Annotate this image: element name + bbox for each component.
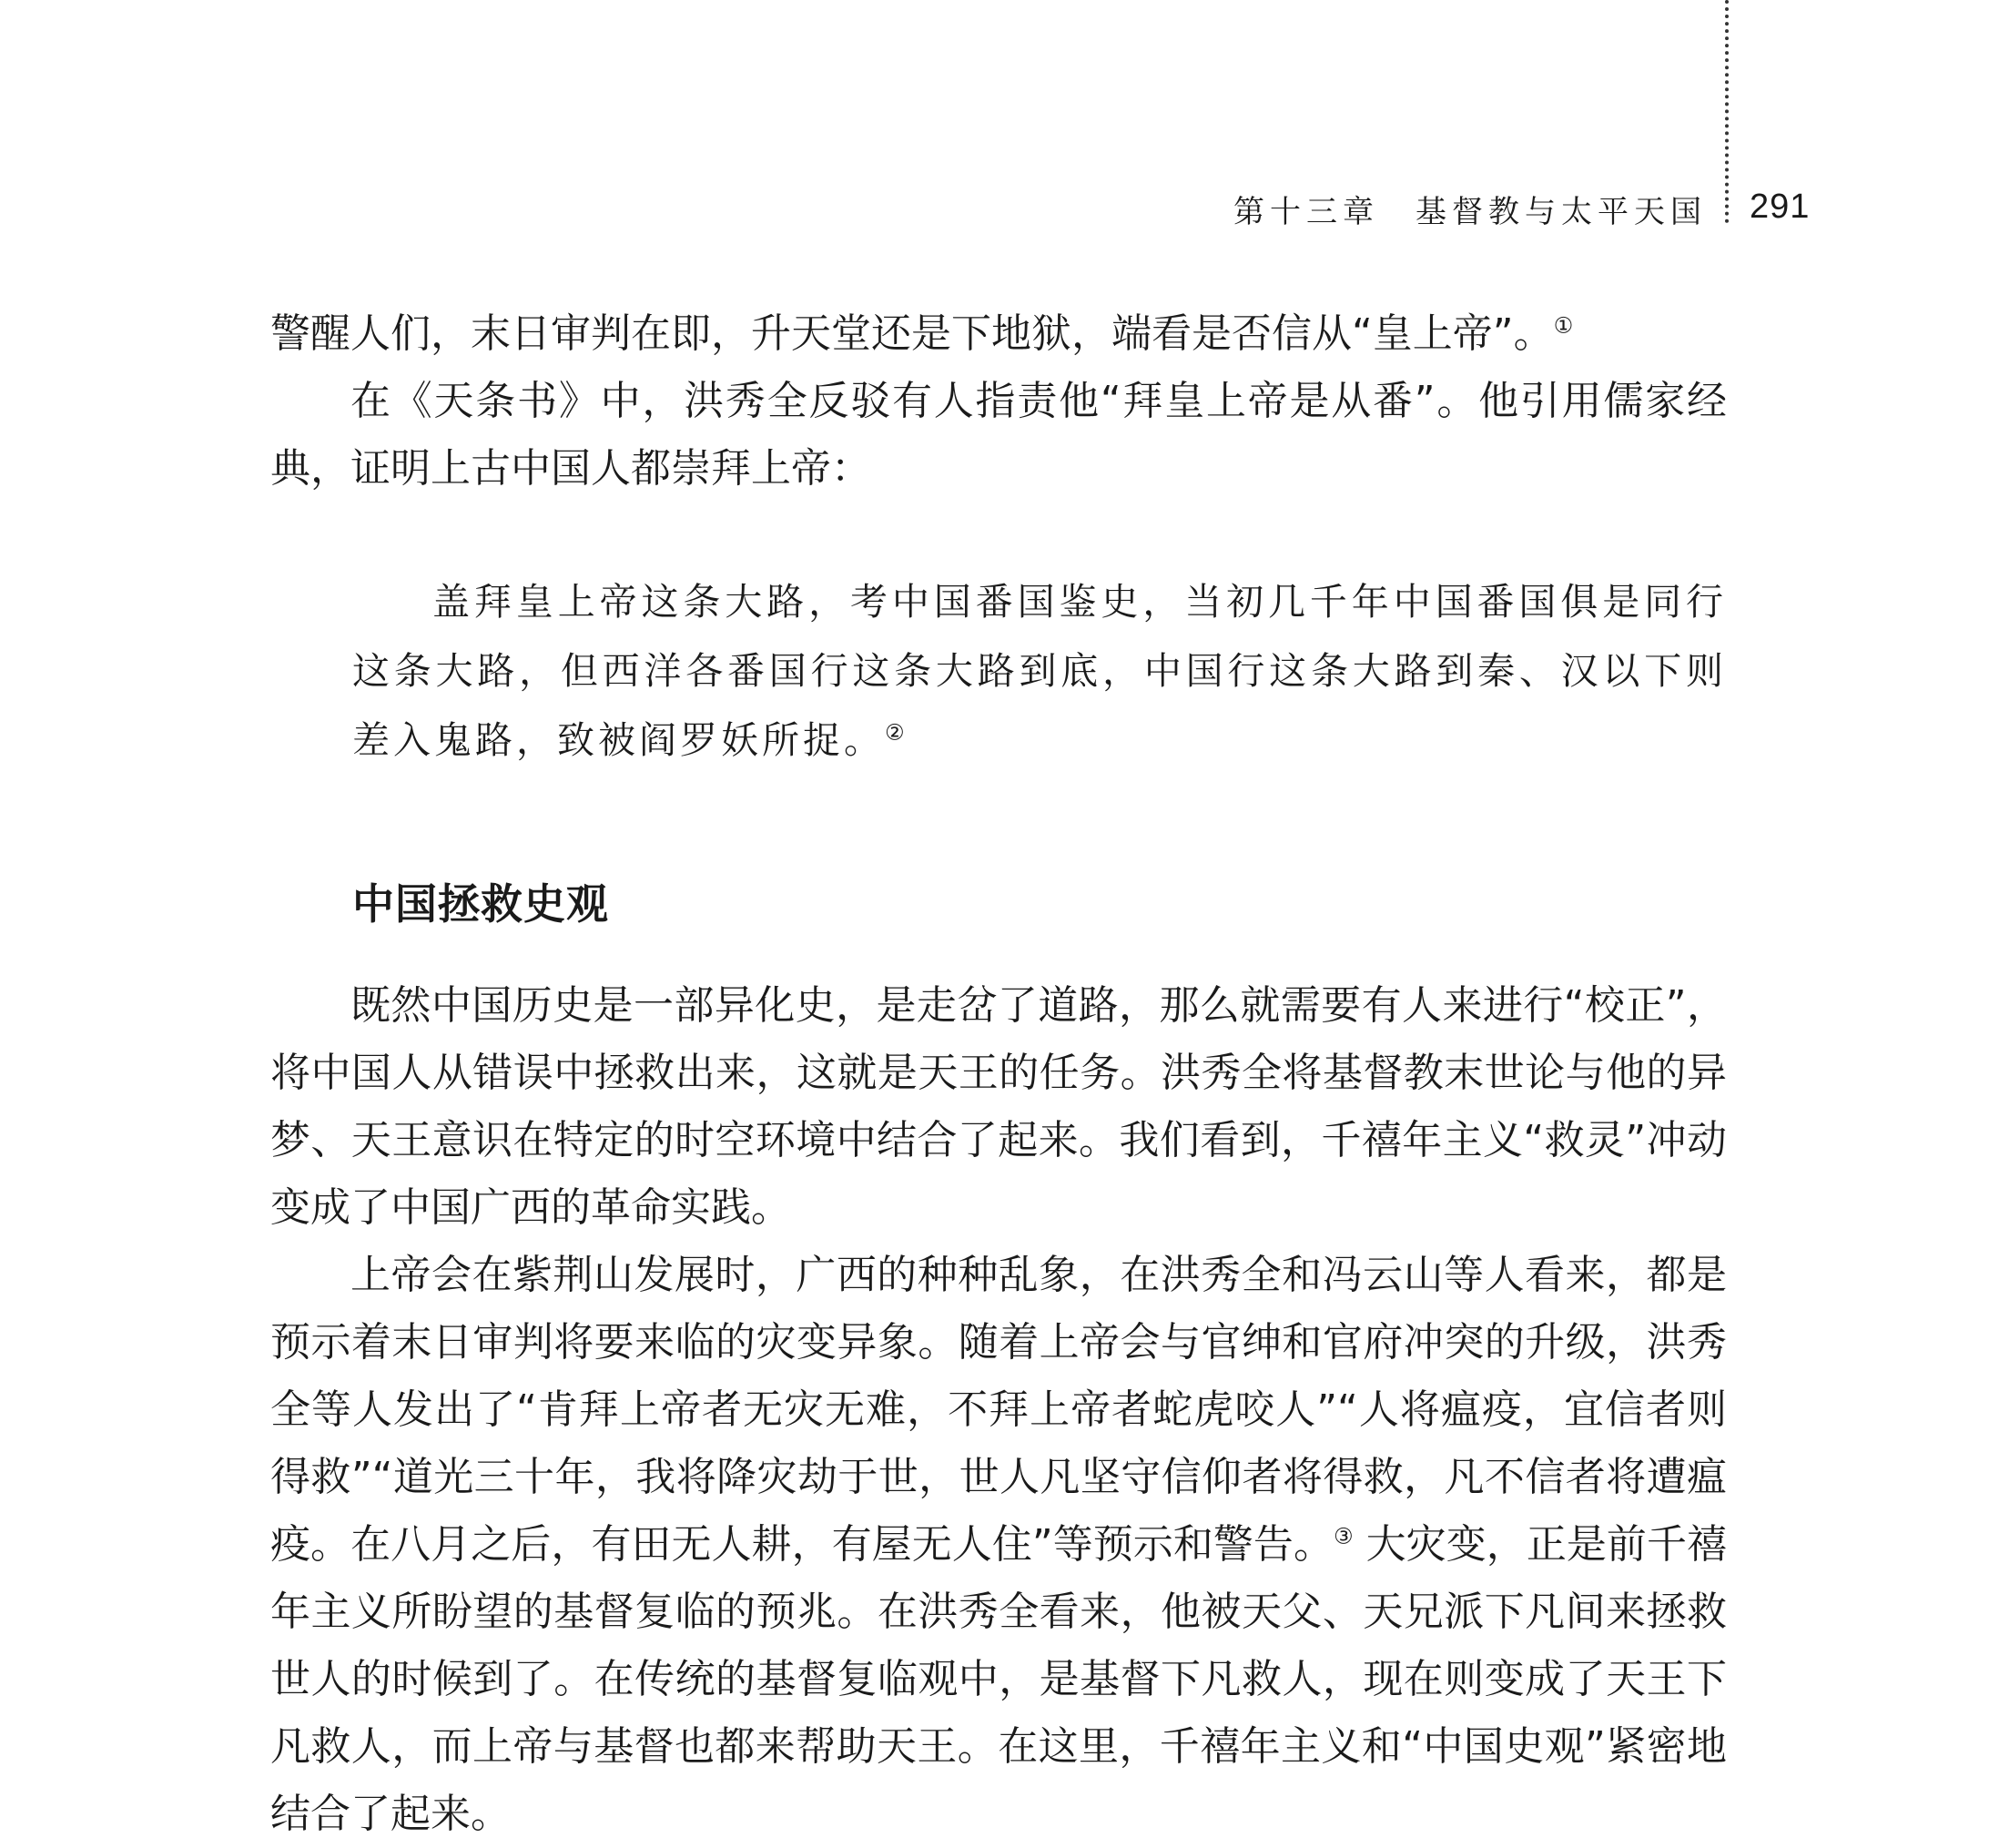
running-head-title: 基督教与太平天国 bbox=[1416, 194, 1707, 230]
block-quote bbox=[352, 567, 1727, 775]
footnote-marker-3: ③ bbox=[1334, 1523, 1354, 1549]
page-number: 291 bbox=[1750, 188, 1811, 226]
paragraph-4-text-b: 大灾变，正是前千禧年主义所盼望的基督复临的预兆。在洪秀全看来，他被天父、天兄派下凡间来拯救世人的时候到了。在传统的基督复临观中，是基督下凡救人，现在则变成了天王下凡救人，而上帝与基督也都来帮助天王。在这里，千禧年主义和“中国史观”紧密地结合了起来。 bbox=[270, 1521, 1728, 1837]
block-quote-text: 盖拜皇上帝这条大路，考中国番国鉴史，当初几千年中国番国俱是同行这条大路，但西洋各番国行这条大路到底，中国行这条大路到秦、汉以下则差入鬼路，致被阎罗妖所捉。 bbox=[352, 580, 1727, 762]
section-heading: 中国拯救史观 bbox=[352, 879, 609, 929]
footnote-marker-1: ① bbox=[1553, 312, 1574, 339]
paragraph-1 bbox=[270, 300, 1727, 368]
running-head bbox=[1233, 187, 1707, 231]
paragraph-1-text: 警醒人们，末日审判在即，升天堂还是下地狱，端看是否信从“皇上帝”。 bbox=[270, 310, 1554, 357]
running-head-chapter: 第十三章 bbox=[1233, 194, 1379, 230]
paragraph-4 bbox=[270, 1242, 1727, 1848]
footnote-marker-2: ② bbox=[885, 719, 908, 746]
paragraph-4-text-a: 上帝会在紫荆山发展时，广西的种种乱象，在洪秀全和冯云山等人看来，都是预示着末日审判将要来临的灾变异象。随着上帝会与官绅和官府冲突的升级，洪秀全等人发出了“肯拜上帝者无灾无难，不拜上帝者蛇虎咬人”“人将瘟疫，宜信者则得救”“道光三十年，我将降灾劫于世，世人凡坚守信仰者将得救，凡不信者将遭瘟疫。在八月之后，有田无人耕，有屋无人住”等预示和警告。 bbox=[270, 1252, 1727, 1568]
header-dotted-rule bbox=[1725, 0, 1729, 223]
paragraph-3: 既然中国历史是一部异化史，是走岔了道路，那么就需要有人来进行“校正”，将中国人从错误中拯救出来，这就是天王的任务。洪秀全将基督教末世论与他的异梦、天王意识在特定的时空环境中结合了起来。我们看到，千禧年主义“救灵”冲动变成了中国广西的革命实践。 bbox=[270, 982, 1727, 1231]
paragraph-2: 在《天条书》中，洪秀全反驳有人指责他“拜皇上帝是从番”。他引用儒家经典，证明上古中国人都崇拜上帝： bbox=[270, 378, 1727, 492]
